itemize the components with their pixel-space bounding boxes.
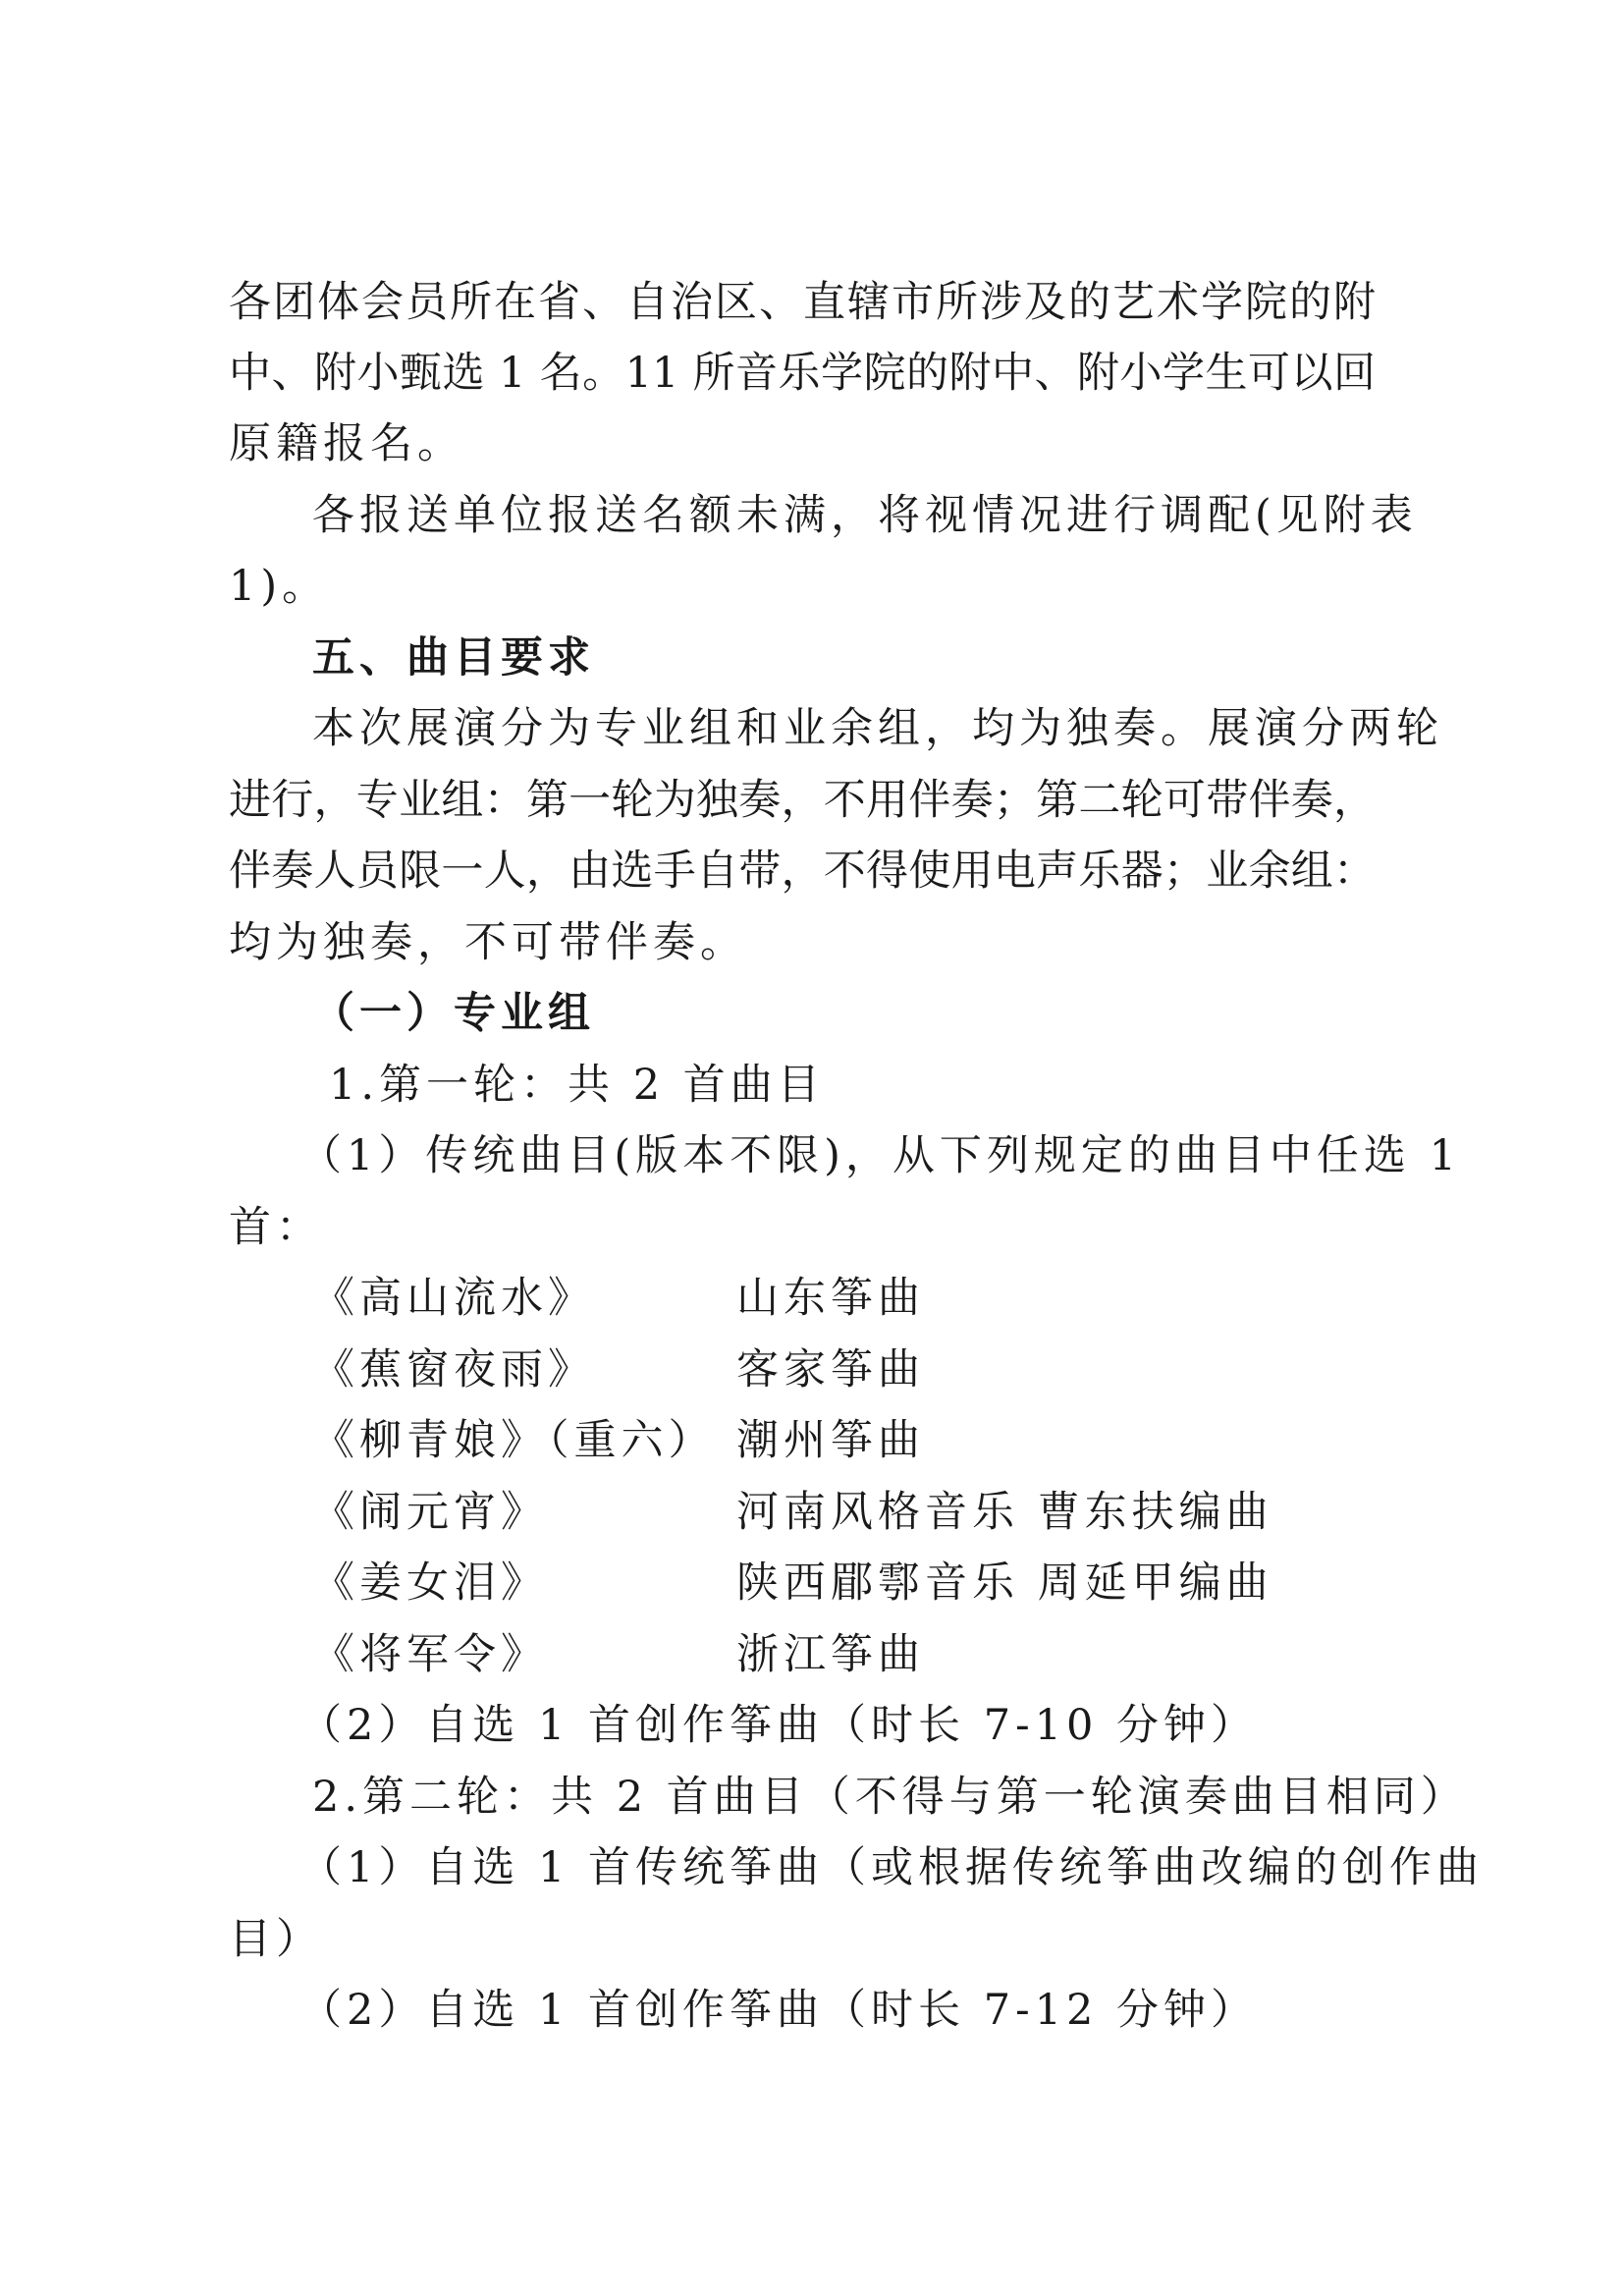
paragraph-line: 中、附小甄选 1 名。11 所音乐学院的附中、附小学生可以回 [229,349,1376,398]
piece-origin: 山东筝曲 [736,1274,925,1323]
piece-origin: 陕西郿鄠音乐 周延甲编曲 [736,1558,1273,1608]
paragraph-line: 进行，专业组：第一轮为独奏，不用伴奏；第二轮可带伴奏， [229,776,1376,825]
round-heading: 1.第一轮：共 2 首曲目 [329,1061,825,1110]
piece-title: 《高山流水》 [312,1274,595,1323]
round-heading: 2.第二轮：共 2 首曲目（不得与第一轮演奏曲目相同） [312,1773,1468,1822]
paragraph-line: 原籍报名。 [229,419,464,468]
piece-origin: 浙江筝曲 [736,1630,925,1679]
paragraph-line: 伴奏人员限一人，由选手自带，不得使用电声乐器；业余组： [229,847,1376,896]
piece-origin: 客家筝曲 [736,1345,925,1394]
piece-title: 《闹元宵》 [312,1488,548,1537]
piece-title: 《姜女泪》 [312,1558,548,1608]
list-item-line: （2）自选 1 首创作筝曲（时长 7-12 分钟） [299,1986,1258,2035]
piece-title: 《蕉窗夜雨》 [312,1345,595,1394]
paragraph-line: 均为独奏，不可带伴奏。 [229,918,747,967]
paragraph-line: 各团体会员所在省、自治区、直辖市所涉及的艺术学院的附 [229,278,1376,327]
list-item-line: （1）自选 1 首传统筝曲（或根据传统筝曲改编的创作曲 [299,1843,1485,1892]
paragraph-line: 1)。 [229,562,330,611]
piece-title: 《柳青娘》（重六） [312,1416,716,1465]
list-item-line: 目） [229,1915,323,1964]
list-item-line: （1）传统曲目(版本不限)，从下列规定的曲目中任选 1 [299,1131,1461,1180]
subsection-heading: （一）专业组 [312,989,595,1038]
paragraph-line: 本次展演分为专业组和业余组，均为独奏。展演分两轮 [312,704,1443,753]
section-heading: 五、曲目要求 [312,633,595,683]
paragraph-line: 各报送单位报送名额未满，将视情况进行调配(见附表 [312,491,1418,540]
list-item-line: （2）自选 1 首创作筝曲（时长 7-10 分钟） [299,1701,1258,1750]
piece-title: 《将军令》 [312,1630,548,1679]
piece-origin: 河南风格音乐 曹东扶编曲 [736,1488,1273,1537]
piece-origin: 潮州筝曲 [736,1416,925,1465]
list-item-line: 首： [229,1203,323,1252]
